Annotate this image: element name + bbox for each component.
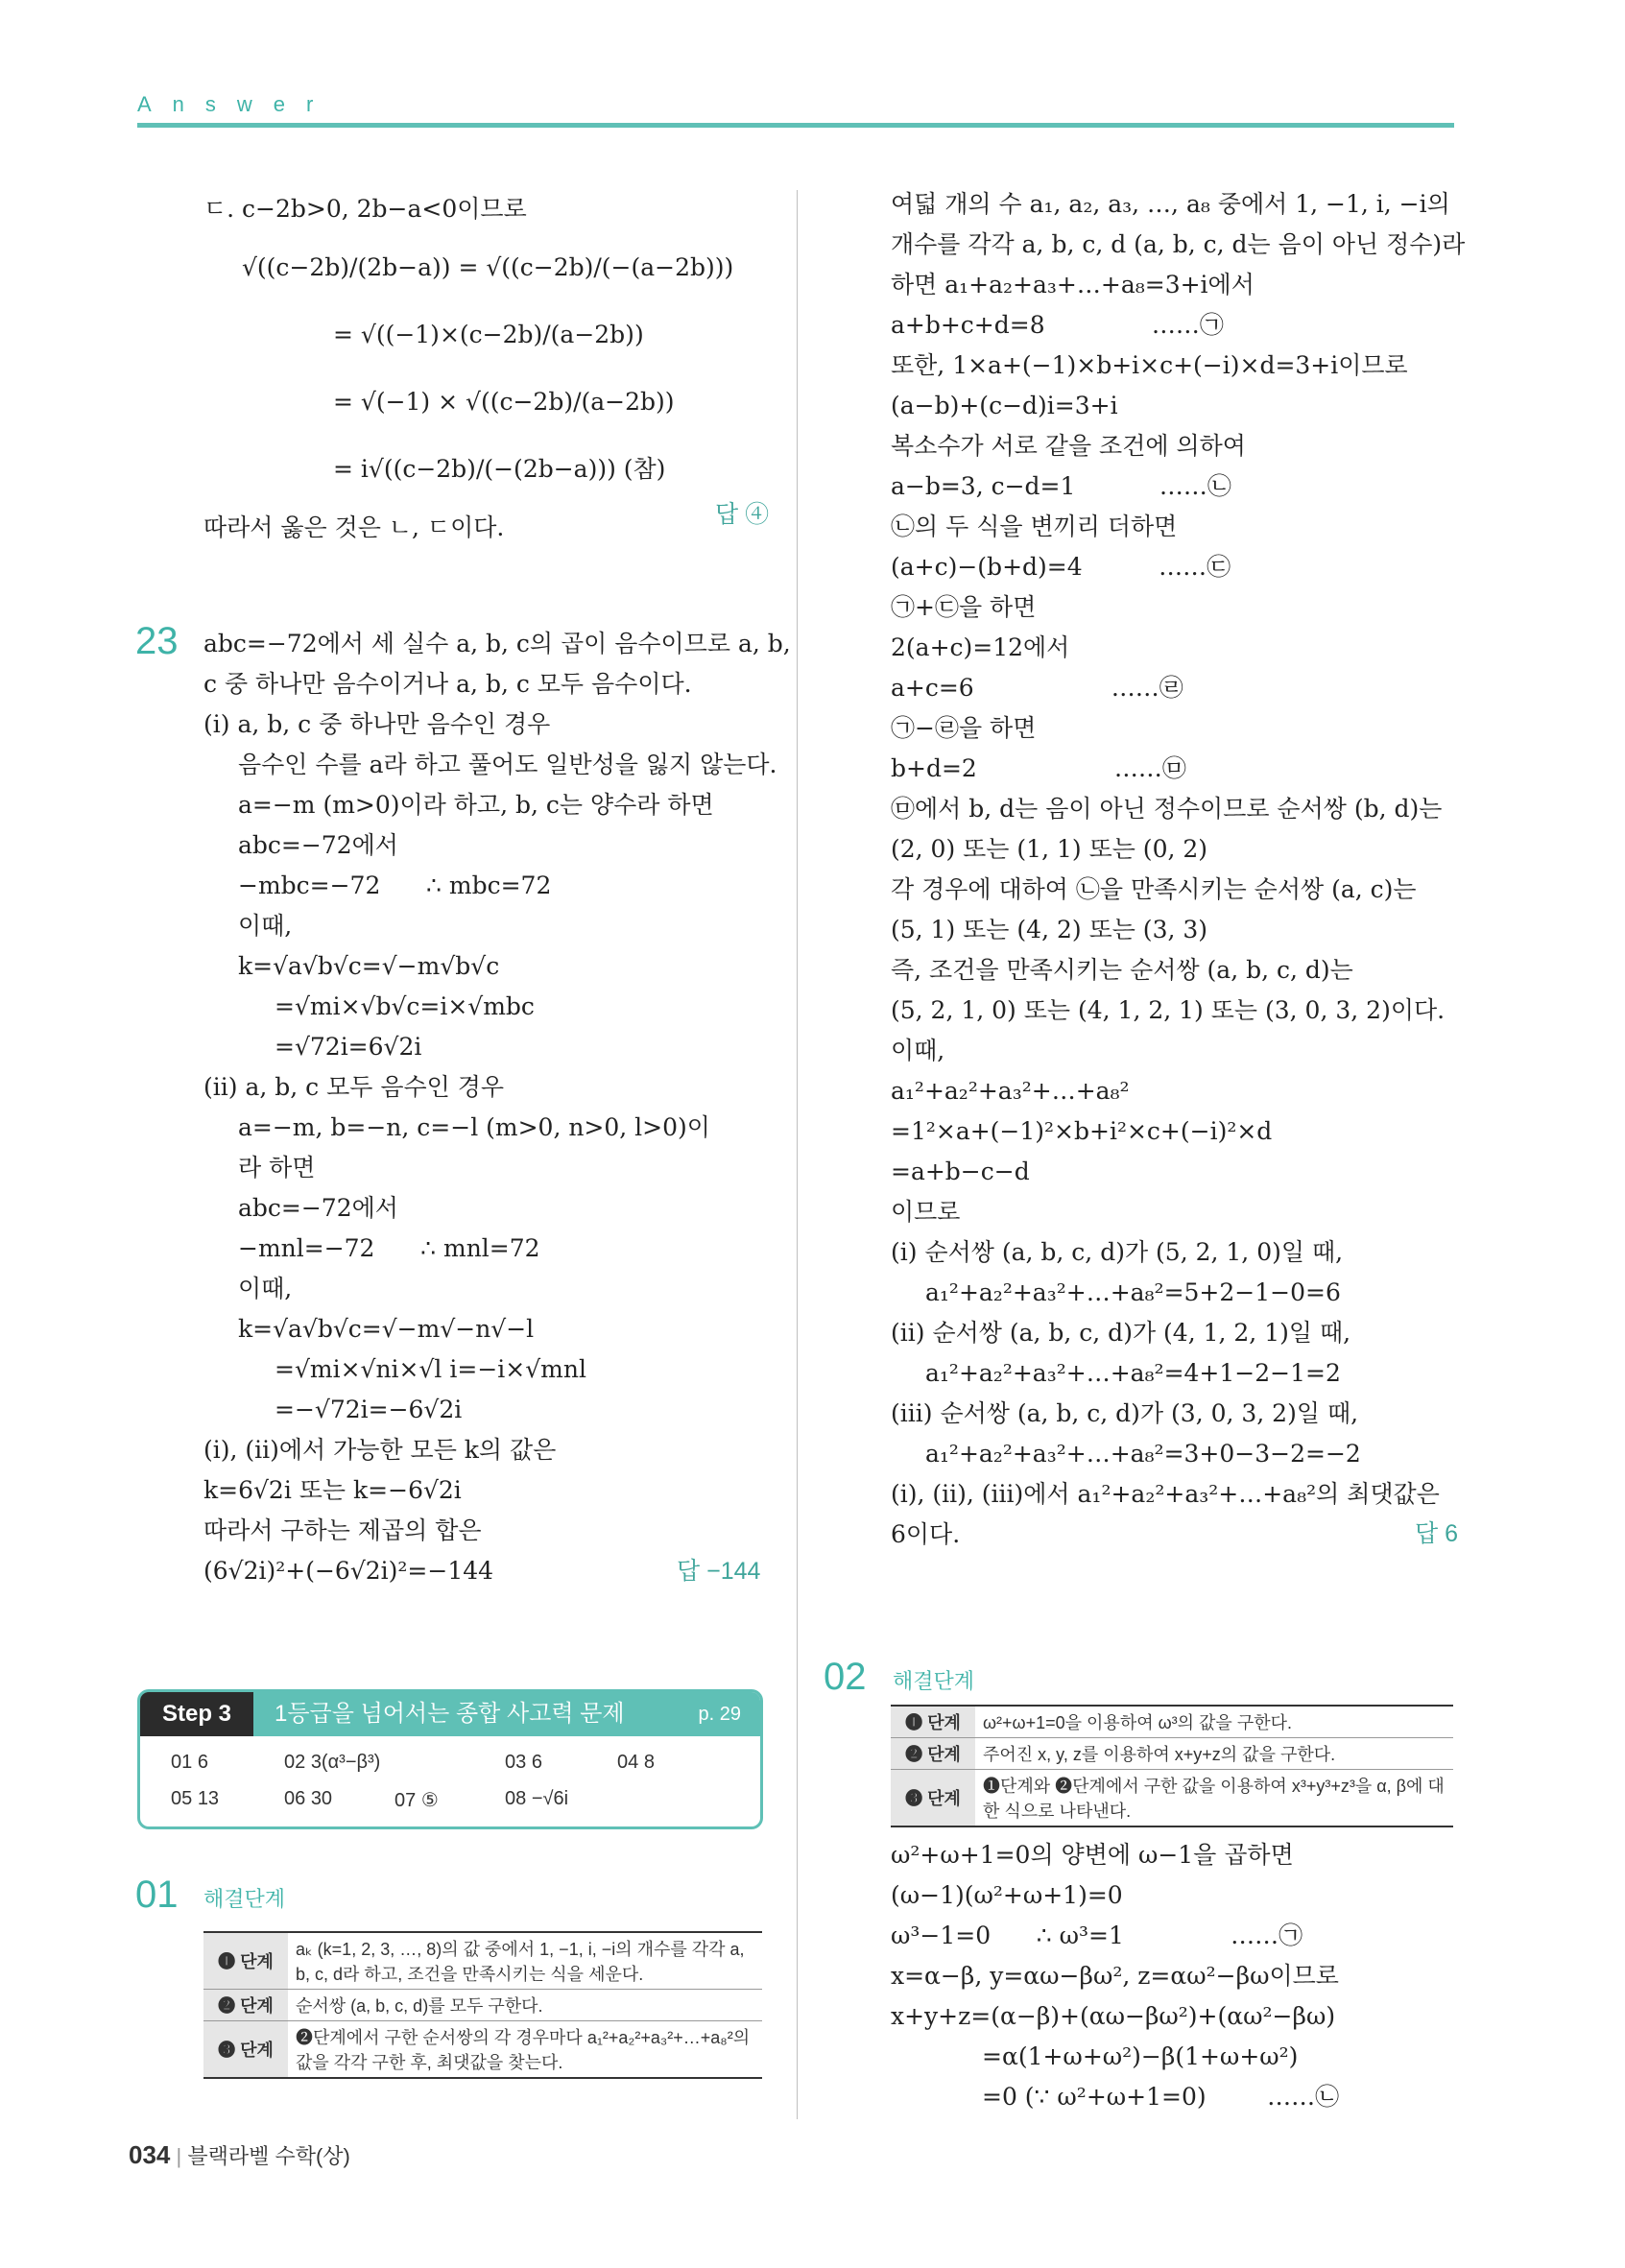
text-line: =1²×a+(−1)²×b+i²×c+(−i)²×d (891, 1117, 1273, 1145)
text-line: 즉, 조건을 만족시키는 순서쌍 (a, b, c, d)는 (891, 956, 1353, 984)
step3-title: 1등급을 넘어서는 종합 사고력 문제 (275, 1701, 625, 1727)
problem-number: 23 (135, 620, 179, 662)
step3-answer-item: 07 ⑤ (394, 1790, 439, 1811)
text-line: 라 하면 (238, 1154, 316, 1182)
text-line: = i√((c−2b)/(−(2b−a))) (참) (333, 455, 666, 483)
text-line: =a+b−c−d (891, 1158, 1030, 1185)
step-text: 순서쌍 (a, b, c, d)를 모두 구한다. (288, 1990, 762, 2021)
right-solution (891, 184, 1467, 1555)
text-line: (5, 1) 또는 (4, 2) 또는 (3, 3) (891, 916, 1208, 943)
text-line: abc=−72에서 (238, 831, 398, 859)
left-continuation (203, 184, 770, 553)
step3-answer-box (137, 1689, 763, 1829)
text-line: 하면 a₁+a₂+a₃+…+a₈=3+i에서 (891, 271, 1255, 298)
text-line: (6√2i)²+(−6√2i)²=−144 (203, 1557, 494, 1585)
text-line: ω³−1=0 ∴ ω³=1 ……㉠ (891, 1922, 1303, 1949)
step-text: aₖ (k=1, 2, 3, …, 8)의 값 중에서 1, −1, i, −i의 개수를 각각 a, b, c, d라 하고, 조건을 만족시키는 식을 세운다. (288, 1932, 762, 1990)
step-row (891, 1706, 1453, 1738)
text-line: =√72i=6√2i (275, 1033, 422, 1061)
text-line: a₁²+a₂²+a₃²+…+a₈²=4+1−2−1=2 (925, 1359, 1341, 1387)
text-line: 음수인 수를 a라 하고 풀어도 일반성을 잃지 않는다. (238, 751, 777, 778)
text-line: k=√a√b√c=√−m√b√c (238, 952, 500, 980)
text-line: a₁²+a₂²+a₃²+…+a₈²=5+2−1−0=6 (925, 1278, 1341, 1306)
text-line: a=−m, b=−n, c=−l (m>0, n>0, l>0)이 (238, 1113, 710, 1141)
step-text: 주어진 x, y, z를 이용하여 x+y+z의 값을 구한다. (975, 1738, 1453, 1770)
step3-header (140, 1692, 760, 1736)
step-row (203, 1990, 762, 2021)
text-line: ω²+ω+1=0의 양변에 ω−1을 곱하면 (891, 1841, 1294, 1869)
text-line: abc=−72에서 (238, 1194, 398, 1222)
text-line: k=√a√b√c=√−m√−n√−l (238, 1315, 535, 1343)
text-line: 또한, 1×a+(−1)×b+i×c+(−i)×d=3+i이므로 (891, 351, 1408, 379)
text-line: 이때, (238, 912, 293, 940)
solution-steps-label: 해결단계 (893, 1669, 975, 1693)
text-line: (i) a, b, c 중 하나만 음수인 경우 (203, 710, 551, 738)
step-key: ❸ 단계 (891, 1770, 975, 1827)
text-line: 복소수가 서로 같을 조건에 의하여 (891, 432, 1246, 460)
text-line: 따라서 구하는 제곱의 합은 (203, 1516, 482, 1544)
text-line: abc=−72에서 세 실수 a, b, c의 곱이 음수이므로 a, b, (203, 630, 791, 657)
solution-steps-label: 해결단계 (203, 1887, 286, 1911)
text-line: (ii) a, b, c 모두 음수인 경우 (203, 1073, 505, 1101)
text-line: 이므로 (891, 1198, 961, 1226)
solution-steps-table (891, 1705, 1453, 1827)
step3-answer-item: 01 6 (171, 1752, 208, 1773)
step-key: ❷ 단계 (203, 1990, 288, 2021)
text-line: k=6√2i 또는 k=−6√2i (203, 1476, 462, 1504)
text-line: (i) 순서쌍 (a, b, c, d)가 (5, 2, 1, 0)일 때, (891, 1238, 1344, 1266)
step-row (891, 1738, 1453, 1770)
text-line: ㄷ. c−2b>0, 2b−a<0이므로 (203, 195, 527, 223)
step3-answer-item: 03 6 (505, 1752, 542, 1773)
text-line: a+b+c+d=8 ……㉠ (891, 311, 1224, 339)
answer-mark: 답 −144 (677, 1558, 761, 1585)
step3-answer-item: 08 −√6i (505, 1788, 569, 1809)
step-row (891, 1770, 1453, 1827)
step3-tag: Step 3 (140, 1692, 253, 1736)
text-line: =0 (∵ ω²+ω+1=0) ……㉡ (982, 2083, 1340, 2111)
text-line: = √((−1)×(c−2b)/(a−2b)) (333, 321, 644, 348)
text-line: a₁²+a₂²+a₃²+…+a₈²=3+0−3−2=−2 (925, 1440, 1361, 1468)
page-number: 034 (129, 2140, 171, 2169)
text-line: (i), (ii)에서 가능한 모든 k의 값은 (203, 1436, 557, 1464)
problem-number: 02 (824, 1656, 867, 1698)
step3-answer-item: 02 3(α³−β³) (284, 1752, 381, 1773)
column-divider (797, 190, 798, 2119)
text-line: =√mi×√b√c=i×√mbc (275, 992, 535, 1020)
text-line: c 중 하나만 음수이거나 a, b, c 모두 음수이다. (203, 670, 692, 698)
text-line: (iii) 순서쌍 (a, b, c, d)가 (3, 0, 3, 2)일 때, (891, 1399, 1359, 1427)
text-line: 6이다. (891, 1520, 961, 1548)
step-key: ❶ 단계 (891, 1706, 975, 1738)
step-text: ❶단계와 ❷단계에서 구한 값을 이용하여 x³+y³+z³을 α, β에 대한 식으로 나타낸다. (975, 1770, 1453, 1827)
step-key: ❶ 단계 (203, 1932, 288, 1990)
text-line: ㉡의 두 식을 변끼리 더하면 (891, 513, 1178, 540)
text-line: ㉠+㉢을 하면 (891, 593, 1037, 621)
text-line: (ω−1)(ω²+ω+1)=0 (891, 1881, 1123, 1909)
text-line: ㉠−㉣을 하면 (891, 714, 1037, 742)
step-row (203, 1932, 762, 1990)
step-key: ❸ 단계 (203, 2021, 288, 2079)
text-line: (5, 2, 1, 0) 또는 (4, 1, 2, 1) 또는 (3, 0, 3, 2)이다. (891, 996, 1446, 1024)
answer-mark: 답 6 (1415, 1520, 1458, 1547)
text-line: 이때, (238, 1275, 293, 1302)
text-line: a+c=6 ……㉣ (891, 674, 1183, 702)
step3-answer-item: 05 13 (171, 1788, 220, 1809)
text-line: a=−m (m>0)이라 하고, b, c는 양수라 하면 (238, 791, 714, 819)
page-footer: 034 | 블랙라벨 수학(상) (129, 2140, 350, 2169)
problem-number: 01 (135, 1874, 179, 1916)
text-line: =α(1+ω+ω²)−β(1+ω+ω²) (982, 2042, 1299, 2070)
problem-23-solution (203, 624, 791, 1591)
step3-answer-item: 06 30 (284, 1788, 333, 1809)
text-line: =√mi×√ni×√l i=−i×√mnl (275, 1355, 586, 1383)
text-line: 개수를 각각 a, b, c, d (a, b, c, d는 음이 아닌 정수)라 (891, 230, 1466, 258)
text-line: x=α−β, y=αω−βω², z=αω²−βω이므로 (891, 1962, 1339, 1990)
text-line: x+y+z=(α−β)+(αω−βω²)+(αω²−βω) (891, 2002, 1336, 2030)
problem-02-solution (891, 1835, 1467, 2117)
text-line: b+d=2 ……㉤ (891, 754, 1186, 782)
text-line: −mbc=−72 ∴ mbc=72 (238, 871, 552, 899)
text-line: = √(−1) × √((c−2b)/(a−2b)) (333, 388, 675, 416)
step-row (203, 2021, 762, 2079)
text-line: (a−b)+(c−d)i=3+i (891, 392, 1118, 419)
text-line: a₁²+a₂²+a₃²+…+a₈² (891, 1077, 1130, 1105)
solution-steps-table (203, 1931, 762, 2079)
text-line: 각 경우에 대하여 ㉡을 만족시키는 순서쌍 (a, c)는 (891, 875, 1417, 903)
text-line: 2(a+c)=12에서 (891, 633, 1070, 661)
header-label: Answer (137, 92, 335, 116)
header-rule (137, 123, 1454, 128)
step-text: ω²+ω+1=0을 이용하여 ω³의 값을 구한다. (975, 1706, 1453, 1738)
text-line: 따라서 옳은 것은 ㄴ, ㄷ이다. (203, 513, 505, 541)
text-line: (2, 0) 또는 (1, 1) 또는 (0, 2) (891, 835, 1208, 863)
step3-answer-item: 04 8 (617, 1752, 655, 1773)
text-line: ㉤에서 b, d는 음이 아닌 정수이므로 순서쌍 (b, d)는 (891, 795, 1443, 823)
step-text: ❷단계에서 구한 순서쌍의 각 경우마다 a₁²+a₂²+a₃²+…+a₈²의 값을 각각 구한 후, 최댓값을 찾는다. (288, 2021, 762, 2079)
answer-mark: 답 ④ (715, 501, 770, 528)
text-line: 이때, (891, 1037, 945, 1064)
text-line: (ii) 순서쌍 (a, b, c, d)가 (4, 1, 2, 1)일 때, (891, 1319, 1351, 1347)
text-line: a−b=3, c−d=1 ……㉡ (891, 472, 1231, 500)
text-line: 여덟 개의 수 a₁, a₂, a₃, …, a₈ 중에서 1, −1, i, −i의 (891, 190, 1450, 218)
text-line: (a+c)−(b+d)=4 ……㉢ (891, 553, 1231, 581)
text-line: −mnl=−72 ∴ mnl=72 (238, 1234, 540, 1262)
text-line: =−√72i=−6√2i (275, 1396, 463, 1423)
text-line: √((c−2b)/(2b−a)) = √((c−2b)/(−(a−2b))) (242, 253, 734, 281)
text-line: (i), (ii), (iii)에서 a₁²+a₂²+a₃²+…+a₈²의 최댓값은 (891, 1480, 1440, 1508)
step-key: ❷ 단계 (891, 1738, 975, 1770)
step3-page: p. 29 (698, 1704, 741, 1725)
book-title: 블랙라벨 수학(상) (187, 2144, 350, 2168)
